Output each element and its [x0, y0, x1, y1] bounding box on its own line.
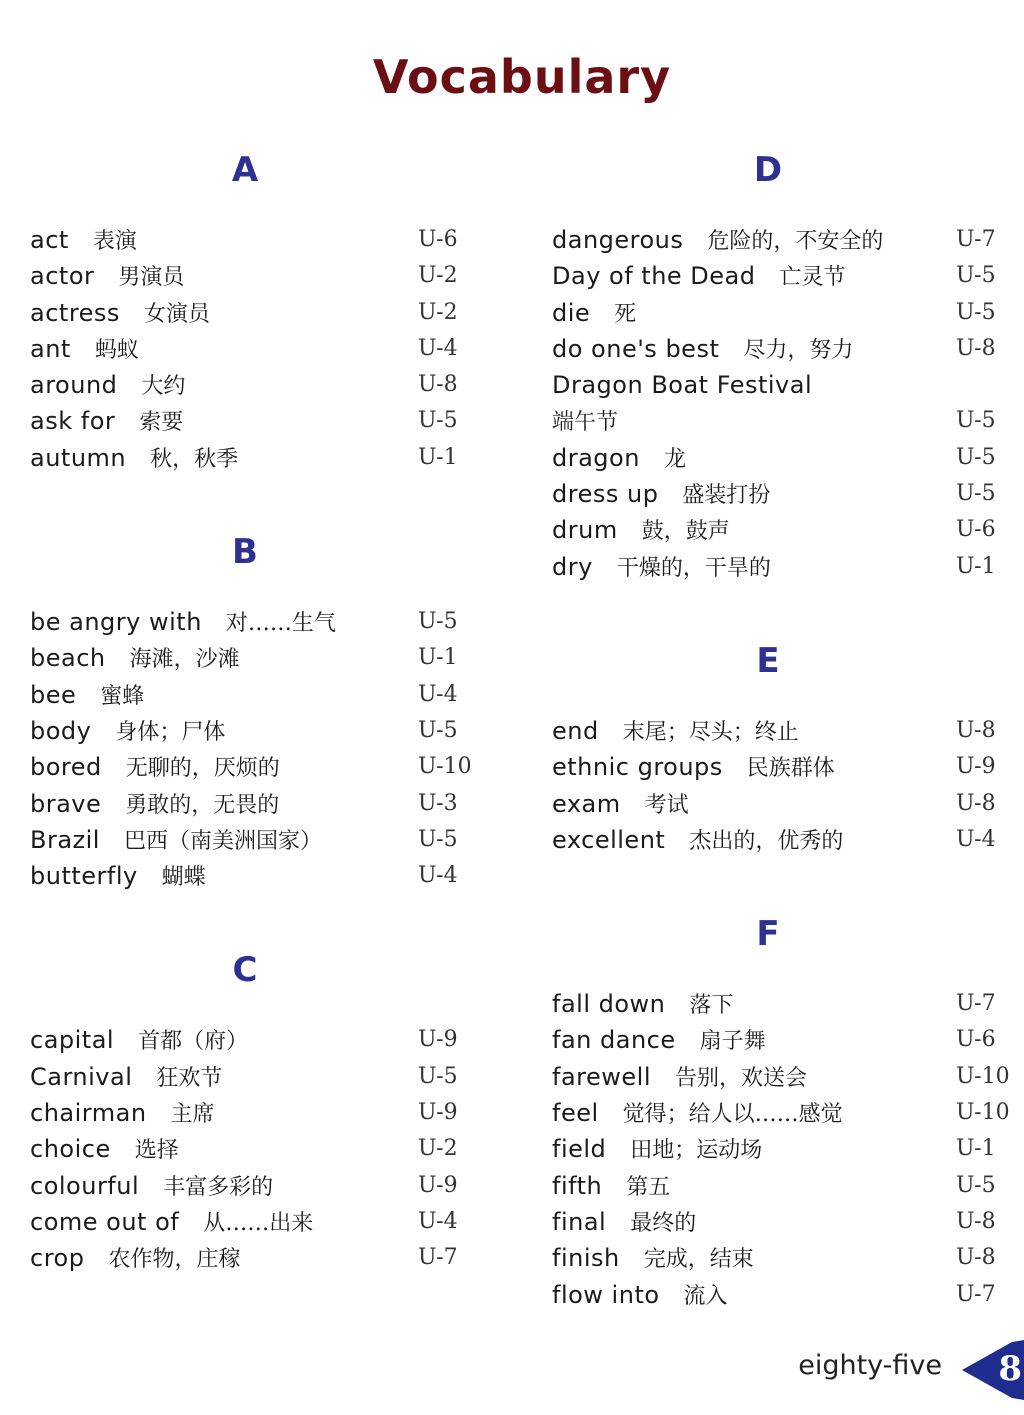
- unit-reference: U-7: [956, 991, 996, 1017]
- vocab-entry: [30, 713, 480, 749]
- unit-reference: U-5: [956, 1172, 996, 1198]
- section-letter: F: [756, 914, 780, 955]
- english-word: beach: [30, 644, 106, 673]
- vocab-entry: [552, 367, 1012, 403]
- page-tab-number: 8: [998, 1349, 1022, 1389]
- unit-reference: U-5: [956, 263, 996, 289]
- english-word: final: [552, 1207, 607, 1236]
- unit-reference: U-1: [418, 645, 458, 671]
- vocab-entry: [30, 367, 480, 403]
- english-word: butterfly: [30, 862, 138, 891]
- english-word: bee: [30, 680, 77, 709]
- unit-reference: U-5: [418, 717, 458, 743]
- section-d: [552, 150, 1012, 641]
- unit-reference: U-5: [956, 444, 996, 470]
- english-word: fan dance: [552, 1026, 676, 1055]
- chinese-meaning: 死: [614, 301, 637, 327]
- chinese-meaning: 主席: [170, 1102, 215, 1128]
- chinese-meaning: 狂欢节: [156, 1065, 223, 1091]
- chinese-meaning: 流入: [683, 1283, 728, 1309]
- english-word: Brazil: [30, 825, 100, 854]
- vocab-entry: [30, 1240, 480, 1276]
- english-word: exam: [552, 789, 621, 818]
- chinese-meaning: 鼓，鼓声: [641, 519, 730, 545]
- section-letter: B: [232, 532, 258, 573]
- unit-reference: U-4: [418, 1208, 458, 1234]
- vocab-entry: [552, 258, 1012, 294]
- page-title: Vocabulary: [372, 50, 672, 104]
- english-word: bored: [30, 753, 102, 782]
- vocab-entry: [30, 858, 480, 894]
- chinese-meaning: 身体；尸体: [115, 719, 226, 745]
- unit-reference: U-8: [956, 717, 996, 743]
- unit-reference: U-7: [418, 1245, 458, 1271]
- section-f: [552, 914, 1012, 1313]
- vocab-entry: [30, 222, 480, 258]
- chinese-meaning: 对……生气: [225, 611, 336, 637]
- chinese-meaning: 从……出来: [203, 1210, 314, 1236]
- vocab-entry: [552, 1277, 1012, 1313]
- chinese-meaning: 索要: [139, 410, 184, 436]
- chinese-meaning: 蜜蜂: [100, 683, 145, 709]
- unit-reference: U-5: [956, 299, 996, 325]
- unit-reference: U-5: [956, 408, 996, 434]
- unit-reference: U-7: [956, 1281, 996, 1307]
- vocab-entry: [552, 512, 1012, 548]
- vocab-entry: [552, 1022, 1012, 1058]
- section-letter: D: [753, 150, 783, 190]
- english-word: be angry with: [30, 608, 202, 637]
- chinese-meaning: 田地；运动场: [630, 1138, 763, 1164]
- unit-reference: U-5: [418, 1063, 458, 1089]
- english-word: dragon: [552, 443, 640, 472]
- vocab-entry: [552, 222, 1012, 258]
- unit-reference: U-2: [418, 263, 458, 289]
- vocab-entry: [552, 713, 1012, 749]
- vocab-entry: [30, 403, 480, 439]
- english-word: Carnival: [30, 1062, 133, 1091]
- english-word: choice: [30, 1135, 111, 1164]
- english-word: brave: [30, 789, 102, 818]
- unit-reference: U-2: [418, 1136, 458, 1162]
- chinese-meaning: 海滩，沙滩: [129, 647, 240, 673]
- unit-reference: U-5: [956, 481, 996, 507]
- vocab-entry: [552, 440, 1012, 476]
- english-word: do one's best: [552, 334, 720, 363]
- unit-reference: U-8: [956, 335, 996, 361]
- english-word: capital: [30, 1026, 115, 1055]
- chinese-meaning: 首都（府）: [138, 1029, 249, 1055]
- english-word: ethnic groups: [552, 753, 723, 782]
- chinese-meaning: 男演员: [118, 265, 185, 291]
- english-word: ant: [30, 334, 71, 363]
- chinese-meaning: 蝴蝶: [161, 865, 206, 891]
- unit-reference: U-4: [418, 335, 458, 361]
- chinese-meaning: 大约: [141, 374, 186, 400]
- vocab-entry: [30, 604, 480, 640]
- english-word: farewell: [552, 1062, 651, 1091]
- chinese-meaning: 杰出的，优秀的: [689, 828, 844, 854]
- unit-reference: U-8: [418, 372, 458, 398]
- chinese-meaning: 农作物，庄稼: [108, 1247, 241, 1273]
- unit-reference: U-4: [418, 863, 458, 889]
- english-word: feel: [552, 1099, 599, 1128]
- english-word: flow into: [552, 1280, 660, 1309]
- vocab-entry: [30, 749, 480, 785]
- vocab-entry: [552, 1204, 1012, 1240]
- english-word: around: [30, 371, 118, 400]
- vocab-entry: [552, 749, 1012, 785]
- vocab-entry: [30, 1168, 480, 1204]
- vocab-entry: [552, 549, 1012, 585]
- section-letter: E: [756, 640, 780, 681]
- vocab-entry: [30, 295, 480, 331]
- section-letter: A: [231, 150, 259, 190]
- vocab-entry: [552, 295, 1012, 331]
- page-number-words: eighty-five: [798, 1350, 942, 1381]
- english-word: act: [30, 226, 69, 254]
- section-a: [30, 150, 480, 532]
- english-word: actor: [30, 262, 95, 291]
- vocab-entry: [30, 1095, 480, 1131]
- chinese-meaning: 巴西（南美洲国家）: [123, 828, 322, 854]
- english-word: finish: [552, 1244, 620, 1273]
- chinese-meaning: 盛装打扮: [682, 483, 771, 509]
- vocab-entry: [552, 786, 1012, 822]
- unit-reference: U-1: [418, 444, 458, 470]
- unit-reference: U-3: [418, 790, 458, 816]
- vocab-entry: [30, 640, 480, 676]
- english-word: chairman: [30, 1099, 147, 1128]
- unit-reference: U-5: [418, 408, 458, 434]
- unit-reference: U-4: [956, 826, 996, 852]
- english-word: body: [30, 716, 92, 745]
- unit-reference: U-10: [956, 1063, 1010, 1089]
- section-b: [30, 532, 480, 950]
- english-word: dress up: [552, 480, 659, 509]
- english-word: come out of: [30, 1207, 180, 1236]
- vocab-entry: [30, 440, 480, 476]
- chinese-meaning: 最终的: [630, 1210, 697, 1236]
- vocab-entry: [552, 1240, 1012, 1276]
- chinese-meaning: 干燥的，干旱的: [616, 555, 771, 581]
- vocab-entry: [30, 1022, 480, 1058]
- chinese-meaning: 端午节: [552, 410, 619, 436]
- vocab-entry: [30, 1131, 480, 1167]
- vocab-entry: [30, 1204, 480, 1240]
- chinese-meaning: 第五: [626, 1174, 671, 1200]
- chinese-meaning: 末尾；尽头；终止: [622, 719, 799, 745]
- chinese-meaning: 尽力，努力: [743, 337, 854, 363]
- section-e: [552, 641, 1012, 914]
- chinese-meaning: 表演: [92, 229, 137, 254]
- vocab-entry: [552, 1168, 1012, 1204]
- english-word: dry: [552, 552, 593, 581]
- unit-reference: U-5: [418, 826, 458, 852]
- unit-reference: U-9: [418, 1027, 458, 1053]
- vocab-entry: [30, 258, 480, 294]
- left-column: [30, 150, 480, 1277]
- english-word: fall down: [552, 990, 666, 1019]
- english-word: Day of the Dead: [552, 262, 756, 291]
- unit-reference: U-7: [956, 227, 996, 252]
- unit-reference: U-9: [956, 754, 996, 780]
- unit-reference: U-4: [418, 681, 458, 707]
- unit-reference: U-10: [418, 754, 472, 780]
- english-word: crop: [30, 1244, 85, 1273]
- english-word: ask for: [30, 407, 116, 436]
- chinese-meaning: 告别，欢送会: [675, 1065, 808, 1091]
- chinese-meaning: 龙: [663, 446, 686, 472]
- english-word: actress: [30, 298, 120, 327]
- vocab-entry: [552, 1131, 1012, 1167]
- chinese-meaning: 扇子舞: [699, 1029, 766, 1055]
- chinese-meaning: 亡灵节: [779, 265, 846, 291]
- unit-reference: U-1: [956, 553, 996, 579]
- unit-reference: U-2: [418, 299, 458, 325]
- vocab-entry: [552, 1095, 1012, 1131]
- english-word: excellent: [552, 825, 666, 854]
- chinese-meaning: 勇敢的，无畏的: [125, 792, 280, 818]
- unit-reference: U-10: [956, 1100, 1010, 1126]
- vocab-entry: [30, 822, 480, 858]
- section-c: [30, 950, 480, 1276]
- vocab-entry: [552, 403, 1012, 439]
- unit-reference: U-5: [418, 609, 458, 635]
- chinese-meaning: 选择: [134, 1138, 179, 1164]
- chinese-meaning: 落下: [689, 993, 734, 1019]
- chinese-meaning: 完成，结束: [643, 1247, 754, 1273]
- english-word: end: [552, 716, 599, 745]
- english-word: colourful: [30, 1171, 140, 1200]
- english-word: die: [552, 298, 591, 327]
- vocab-entry: [30, 1059, 480, 1095]
- chinese-meaning: 无聊的，厌烦的: [125, 756, 280, 782]
- vocab-entry: [30, 786, 480, 822]
- unit-reference: U-1: [956, 1136, 996, 1162]
- english-word: drum: [552, 516, 618, 545]
- chinese-meaning: 蚂蚁: [94, 337, 139, 363]
- chinese-meaning: 民族群体: [746, 756, 835, 782]
- right-column: [552, 150, 1012, 1313]
- english-word: fifth: [552, 1171, 603, 1200]
- chinese-meaning: 觉得；给人以……感觉: [622, 1102, 843, 1128]
- chinese-meaning: 考试: [644, 792, 689, 818]
- unit-reference: U-9: [418, 1172, 458, 1198]
- english-word: autumn: [30, 443, 127, 472]
- section-letter: C: [232, 950, 258, 991]
- vocab-entry: [552, 1059, 1012, 1095]
- vocab-entry: [30, 331, 480, 367]
- unit-reference: U-8: [956, 790, 996, 816]
- unit-reference: U-8: [956, 1208, 996, 1234]
- vocab-entry: [552, 476, 1012, 512]
- vocab-entry: [552, 986, 1012, 1022]
- unit-reference: U-6: [956, 517, 996, 543]
- vocab-entry: [552, 331, 1012, 367]
- unit-reference: U-6: [956, 1027, 996, 1053]
- vocab-entry: [552, 822, 1012, 858]
- chinese-meaning: 丰富多彩的: [163, 1174, 274, 1200]
- english-word: dangerous: [552, 226, 684, 254]
- chinese-meaning: 秋，秋季: [150, 446, 239, 472]
- unit-reference: U-8: [956, 1245, 996, 1271]
- english-word: Dragon Boat Festival: [552, 371, 813, 400]
- chinese-meaning: 危险的，不安全的: [707, 229, 884, 254]
- unit-reference: U-6: [418, 227, 458, 252]
- vocab-entry: [30, 677, 480, 713]
- unit-reference: U-9: [418, 1100, 458, 1126]
- english-word: field: [552, 1135, 607, 1164]
- chinese-meaning: 女演员: [143, 301, 210, 327]
